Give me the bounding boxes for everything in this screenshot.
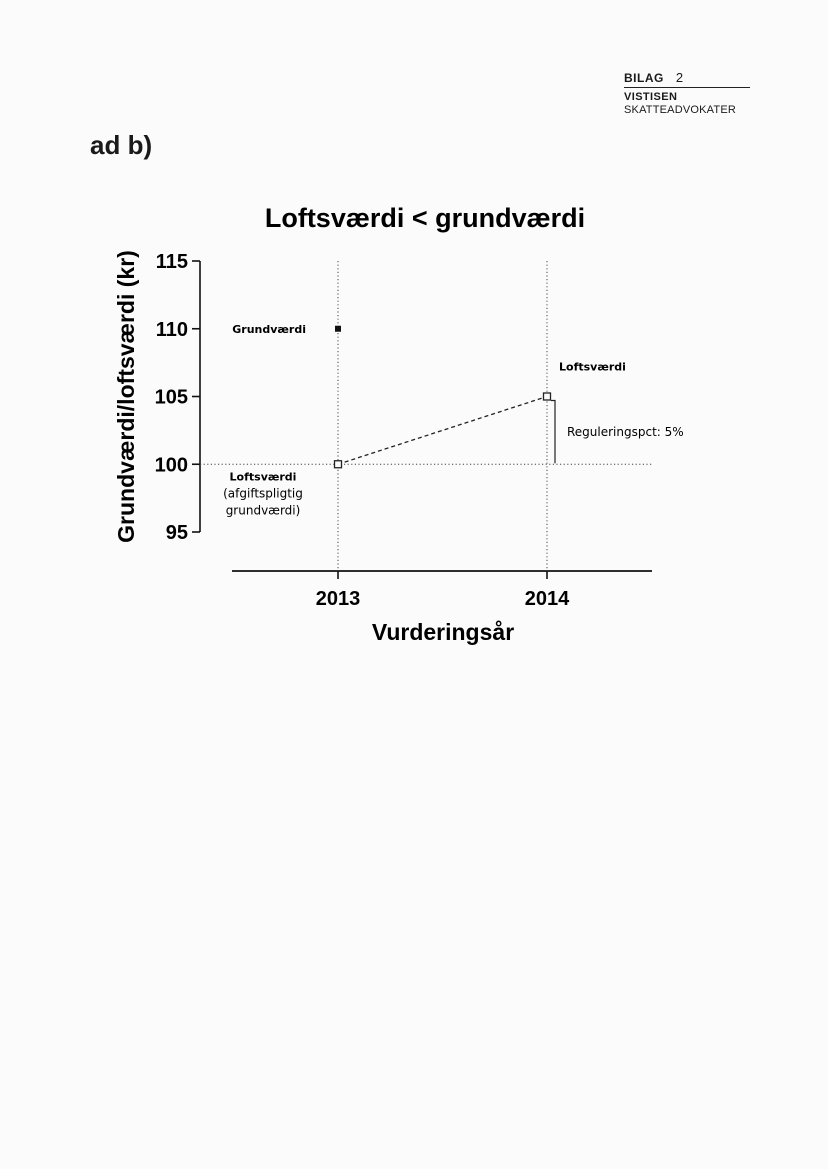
x-axis-label: Vurderingsår [371, 619, 515, 645]
x-tick-label: 2014 [524, 588, 570, 610]
annotation-grundvaerdi-paren: grundværdi) [225, 503, 301, 518]
annotation-loftsvaerdi-2014: Loftsværdi [559, 360, 626, 374]
annotation-afgiftspligtig: (afgiftspligtig [223, 486, 303, 501]
annotation-grundvaerdi-2013: Grundværdi [232, 322, 306, 336]
point-grundværdi [335, 326, 341, 332]
y-tick-label: 110 [155, 318, 188, 341]
point-loftsværdi [544, 393, 551, 400]
x-tick-label: 2013 [315, 588, 361, 610]
firm-subtitle: SKATTEADVOKATER [624, 104, 737, 116]
section-label: ad b) [90, 130, 153, 160]
annotation-loftsvaerdi-2013: Loftsværdi [229, 470, 297, 484]
y-tick-label: 100 [154, 454, 188, 477]
firm-name: VISTISEN [624, 91, 678, 103]
y-axis-label: Grundværdi/loftsværdi (kr) [113, 250, 139, 543]
bilag-number: 2 [675, 70, 684, 85]
series-line-loftsværdi [338, 397, 547, 465]
data-points [335, 326, 551, 468]
y-tick-label: 115 [155, 251, 188, 273]
x-ticks [316, 571, 570, 610]
point-loftsværdi [335, 461, 342, 468]
y-tick-label: 105 [154, 386, 188, 409]
y-ticks [155, 251, 200, 544]
regulering-bracket [551, 401, 555, 464]
bilag-label: BILAG [624, 71, 664, 85]
annotation-reguleringspct: Reguleringspct: 5% [567, 424, 684, 439]
guide-lines [200, 261, 652, 571]
y-tick-label: 95 [165, 522, 188, 544]
chart-title: Loftsværdi < grundværdi [264, 203, 586, 233]
series-lines [338, 397, 547, 465]
